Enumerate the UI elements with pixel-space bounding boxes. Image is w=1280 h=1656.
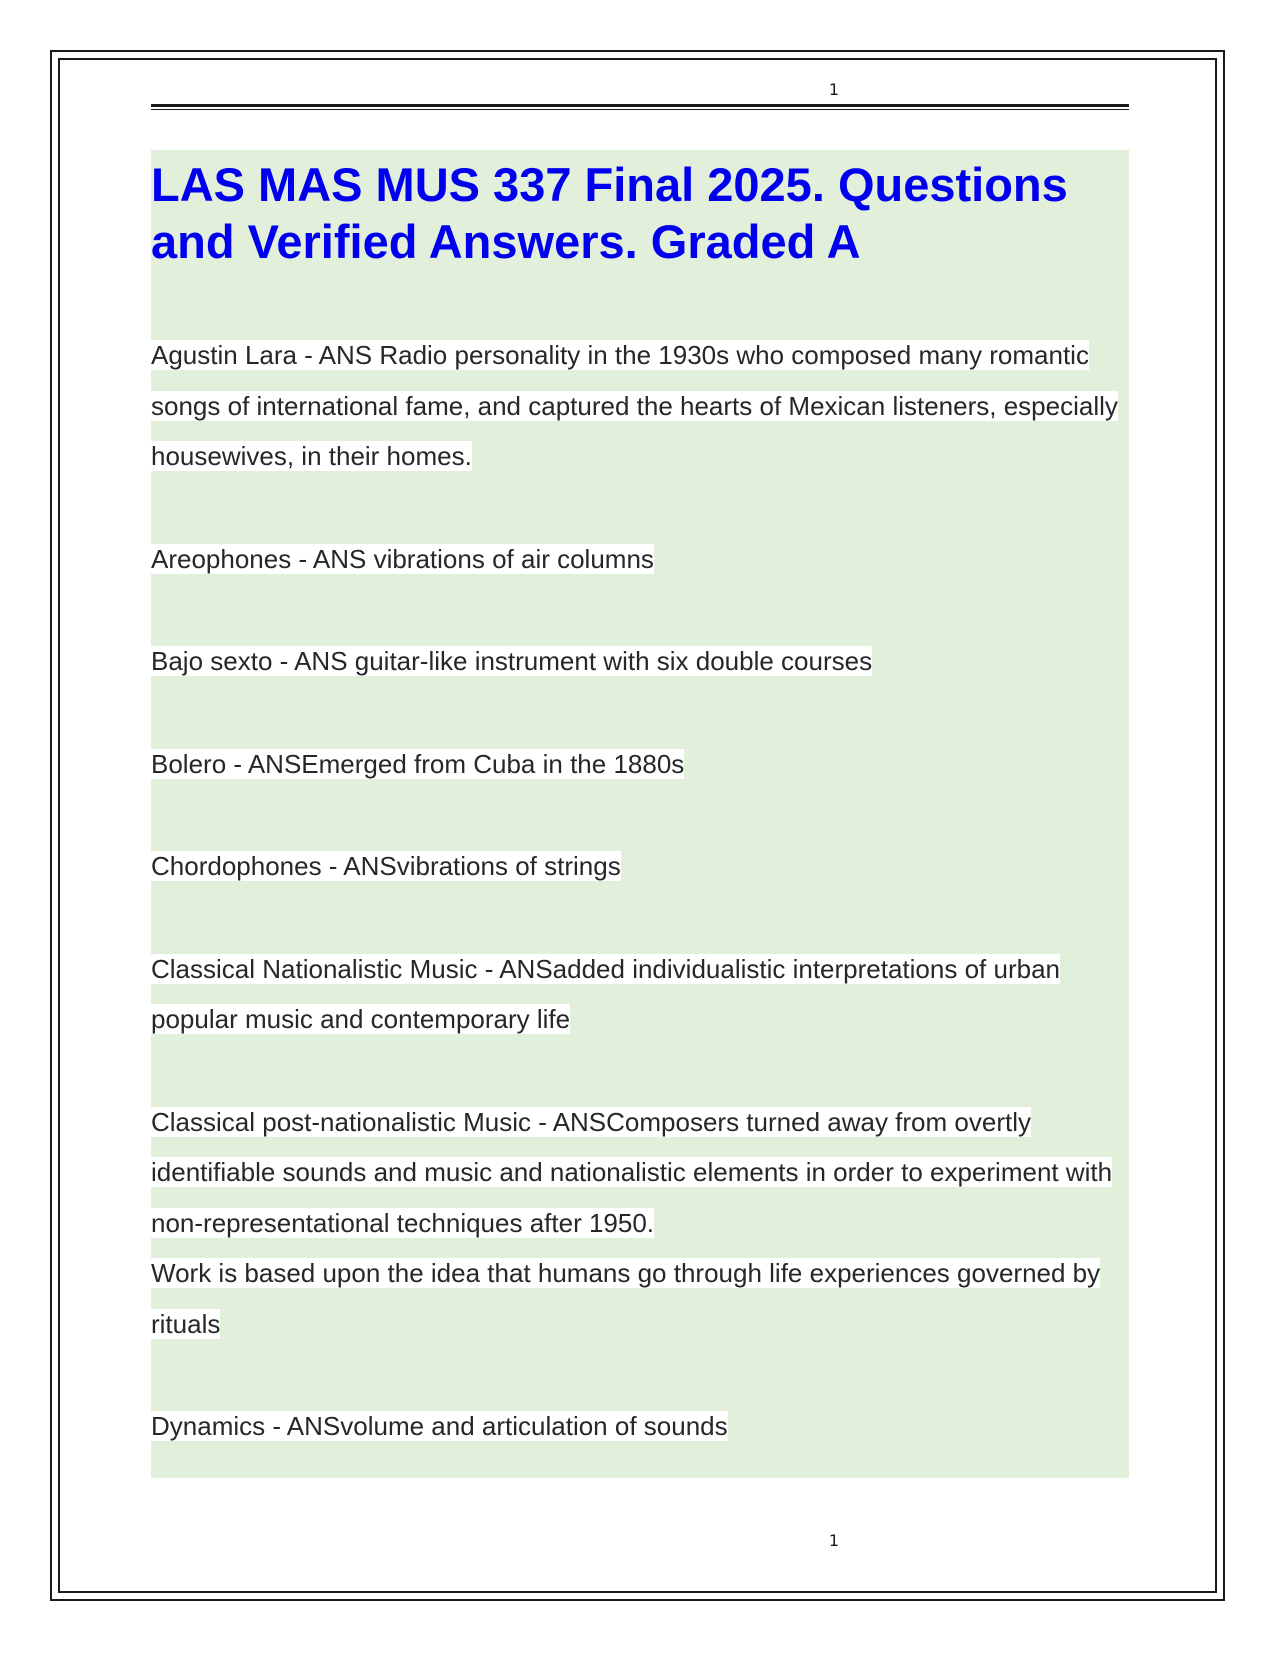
- qa-entry-bajo-sexto: [151, 636, 1129, 687]
- qa-entry-areophones: [151, 534, 1129, 585]
- qa-entry-text: Classical post-nationalistic Music - ANSComposers turned away from overtly identifiable sounds and music and nationalistic elements in order to experiment with non-representational techniques after 1950.: [151, 1106, 1113, 1238]
- qa-entry-text: Dynamics - ANSvolume and articulation of sounds: [151, 1411, 728, 1441]
- qa-entry-agustin-lara: [151, 330, 1129, 482]
- qa-entry-text-continued: Work is based upon the idea that humans go through life experiences governed by rituals: [151, 1258, 1101, 1339]
- document-body: [151, 150, 1129, 1504]
- qa-entry-text: Agustin Lara - ANS Radio personality in the 1930s who composed many romantic songs of international fame, and captured the hearts of Mexican listeners, especially housewives, in their homes.: [151, 340, 1118, 471]
- qa-entry-bolero: [151, 739, 1129, 790]
- header-rule-thin: [151, 109, 1129, 110]
- header-page-number: 1: [828, 80, 840, 99]
- footer-page-number: 1: [828, 1531, 840, 1550]
- qa-entry-dynamics: [151, 1401, 1129, 1452]
- qa-entry-classical-post-nationalistic: [151, 1097, 1129, 1350]
- qa-entries: [151, 330, 1129, 1452]
- qa-entry-text: Bolero - ANSEmerged from Cuba in the 1880s: [151, 748, 685, 779]
- qa-entry-text: Classical Nationalistic Music - ANSadded individualistic interpretations of urban popular music and contemporary life: [151, 953, 1060, 1034]
- header-rule: [151, 104, 1129, 107]
- qa-entry-classical-nationalistic: [151, 944, 1129, 1045]
- qa-entry-text: Chordophones - ANSvibrations of strings: [151, 851, 621, 881]
- qa-entry-text: Areophones - ANS vibrations of air columns: [151, 543, 654, 574]
- qa-entry-text: Bajo sexto - ANS guitar-like instrument with six double courses: [151, 646, 873, 676]
- document-title: LAS MAS MUS 337 Final 2025. Questions and Verified Answers. Graded A: [151, 158, 1068, 268]
- qa-entry-chordophones: [151, 841, 1129, 892]
